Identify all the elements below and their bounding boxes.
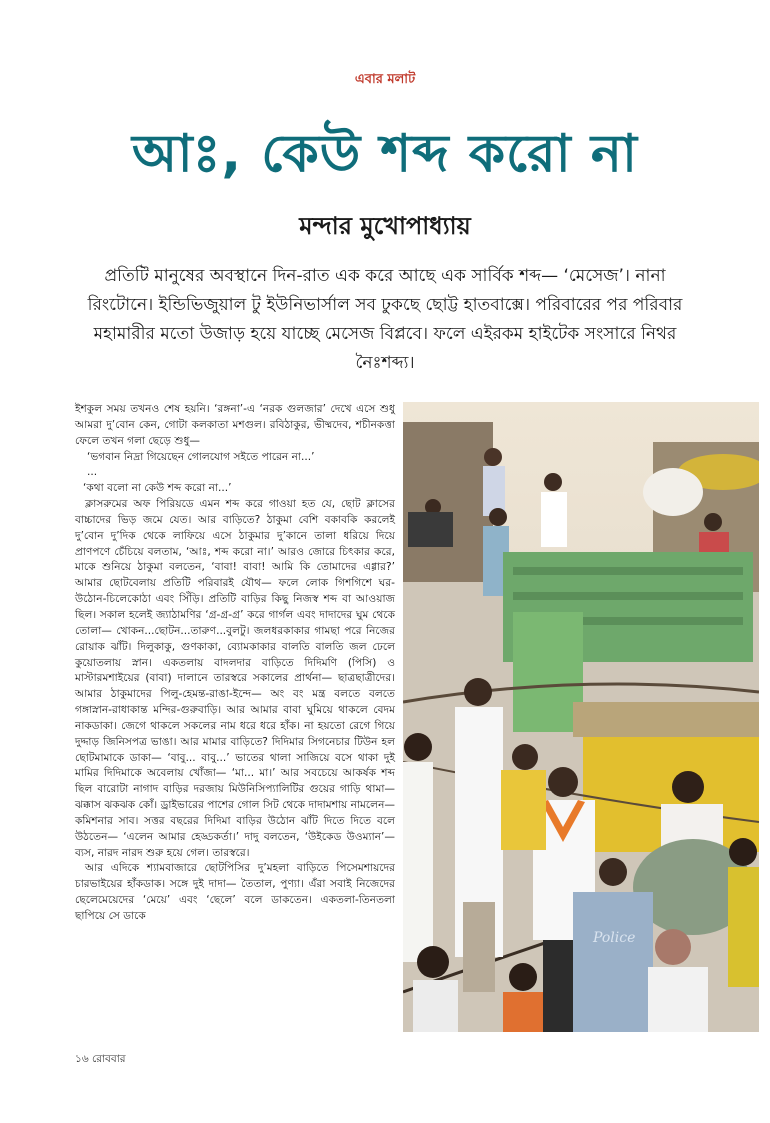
byline: মন্দার মুখোপাধ্যায় [299, 212, 471, 240]
person-body [541, 492, 567, 547]
person-head [489, 508, 507, 526]
person-head [509, 963, 537, 991]
photo-illustration [403, 402, 759, 1032]
truck-bed [573, 702, 759, 737]
person-body [403, 762, 433, 962]
song-ellipsis: ... [87, 466, 98, 479]
person-head [729, 838, 757, 866]
truck-slats [513, 592, 743, 600]
person-body [501, 770, 546, 850]
section-kicker: এবার মলাট [354, 72, 416, 87]
person-body [483, 466, 505, 516]
truck-door-green [513, 612, 583, 732]
person-body [413, 980, 458, 1032]
person-head [417, 946, 449, 978]
person-head [512, 744, 538, 770]
person-head [464, 678, 492, 706]
headline: আঃ, কেউ শব্দ করো না [132, 124, 638, 184]
page-folio: ১৬ রোববার [75, 1053, 126, 1065]
paragraph-1: ইশকুল সময় তখনও শেষ হয়নি। ‘রঙ্গনা’-এ ‘নরক গুলজার’ দেখে এসে শুধু আমরা দু’বোন কেন, গোটা কলকাতা মশগুল। রবিঠাকুর, ভীষ্মদেব, শচীনকত্তা ফেলে তখন গলা ছেড়ে শুধু— [75, 403, 395, 447]
person-head [484, 448, 502, 466]
person-head [548, 767, 578, 797]
standfirst: প্রতিটি মানুষের অবস্থানে দিন-রাত এক করে আছে এক সার্বিক শব্দ— ‘মেসেজ’। নানা রিংটোনে। ইন্ডিভিজুয়াল টু ইউনিভার্সাল সব ঢুকছে ছোট্ট হাতবাক্সে। পরিবারের পর পরিবার মহামারীর মতো উজাড় হয়ে যাচ্ছে মেসেজ বিপ্লবে। ফলে এইরকম হাইটেক সংসারে নিথর নৈঃশব্দ্য। [87, 266, 683, 373]
person-head [704, 513, 722, 531]
stall-left [403, 422, 493, 582]
person-body [648, 967, 708, 1032]
person-head [404, 733, 432, 761]
person-body [728, 867, 759, 987]
person-head [544, 473, 562, 491]
person-head [655, 929, 691, 965]
song-quote-1: ‘ভগবান নিদ্রা গিয়েছেন গোলযোগ সইতে পারেন না...’ [87, 450, 315, 463]
produce-sack [643, 468, 703, 516]
article-body [75, 402, 395, 925]
market-crowd-photo [403, 402, 759, 1032]
person-body [503, 992, 543, 1032]
person-head [599, 858, 627, 886]
trousers [463, 902, 495, 992]
paragraph-3: আর এদিকে শ্যামবাজারে ছোটপিসির দু’মহলা বাড়িতে পিসেমশায়দের চারভাইয়ের হাঁকডাক। সঙ্গে দুই দাদা— তৈতাল, পুণ্যা। এঁরা সবাই নিজেদের ছেলেমেয়েদের ‘মেয়ে’ এবং ‘ছেলে’ বলে ডাকতেন। একতলা-তিনতলা ছাপিয়ে সে ডাকে [75, 862, 395, 922]
person-head [672, 771, 704, 803]
motorbike [408, 512, 453, 547]
paragraph-2: ক্লাসরুমের অফ পিরিয়ডে এমন শব্দ করে গাওয়া হত যে, ছোট ক্লাসের বাচ্চাদের ভিড় জমে যেত। আর বাড়িতে? ঠাকুমা বেশি বকাবকি করলেই দু’বোন দু’দিক থেকে লাফিয়ে এসে ঠাকুমার দু’কানে তালা ধরিয়ে দিয়ে প্রাণপণে চেঁচিয়ে বলতাম, ‘আঃ, শব্দ করো না।’ আরও জোরে চিৎকার করে, মাকে শুনিয়ে ঠাকুমা বলতেন, ‘বাবা! বাবা! আমি কি তোমাদের এগ্গার?’ আমার ছোটবেলায় প্রতিটি পরিবারই যৌথ— ফলে লোক গিশগিশে ঘর-উঠোন-চিলেকোঠা এবং সিঁড়ি। প্রতিটি বাড়ির কিছু নিজস্ব শব্দ বা আওয়াজ ছিল। সকাল হলেই জ্যাঠামণির ‘গ্র-গ্র-গ্র’ করে গার্গল এবং দাদাদের ঘুম থেকে তোলা— খোকন...ছোটন...তারুণ...বুলটু। জলধরকাকার গামছা পরে নিজের রোয়াক ঝাঁট। দিলুকাকু, গুণকাকা, ব্যোমকাকার বালতি বালতি জল ঢেলে কুয়োতলায় স্নান। একতলায় বাদলদার বাড়িতে দিদিমণি (পিসি) ও মাস্টারমশাইয়ের (বাবা) দালানে তারস্বরে সকালের প্রার্থনা— ছাত্রছাত্রীদের। আমার ঠাকুমাদের পিলু-হেমন্ত-রাঙা-ইন্দে— অং বং মন্ত্র বলতে বলতে গঙ্গাস্নান-রাধাকান্ত মন্দির-গুরুবাড়ি। আর আমার বাবা ঘুমিয়ে থাকলে বেদম নাকডাকা। জেগে থাকলে সকলের নাম ধরে ধরে হাঁক। না হয়তো রেগে গিয়ে দুদ্দাড় জিনিসপত্র ভাঙা। আর মামার বাড়িতে? দিদিমার সিগনেচার টিউন হল ছোটমামাকে ডাকা— ‘বাবু... বাবু...’ ভাতের থালা সাজিয়ে বসে থাকা দুই মামির দিদিমাকে অবেলায় খোঁজা— ‘মা... মা।’ আর সবচেয়ে আকর্ষক শব্দ ছিল বারোটা নাগাদ বাড়ির দরজায় মিউনিসিপ্যালিটির গুয়ের গাড়ি থামা— ঝক্কাস ঝকঝক কোঁ। ড্রাইভারের পাশের গোল সিট থেকে দাদামশায় নামলেন— কমিশনার সাব। সত্তর বছরের দিদিমা বাড়ির উঠোন ঝাঁট দিতে দিতে বলে উঠতেন— ‘এলেন আমার হেড্ডকর্তা।’ দাদু বলতেন, ‘উইকেড উওম্যান’— ব্যস, নারদ নারদ শুরু হয়ে গেল। তারস্বরে। [75, 498, 395, 859]
song-quote-2: ‘কথা বলো না কেউ শব্দ করো না...’ [83, 482, 232, 495]
truck-slats [513, 567, 743, 575]
person-body [573, 892, 653, 1032]
shirt-print-text: Police [593, 930, 636, 946]
